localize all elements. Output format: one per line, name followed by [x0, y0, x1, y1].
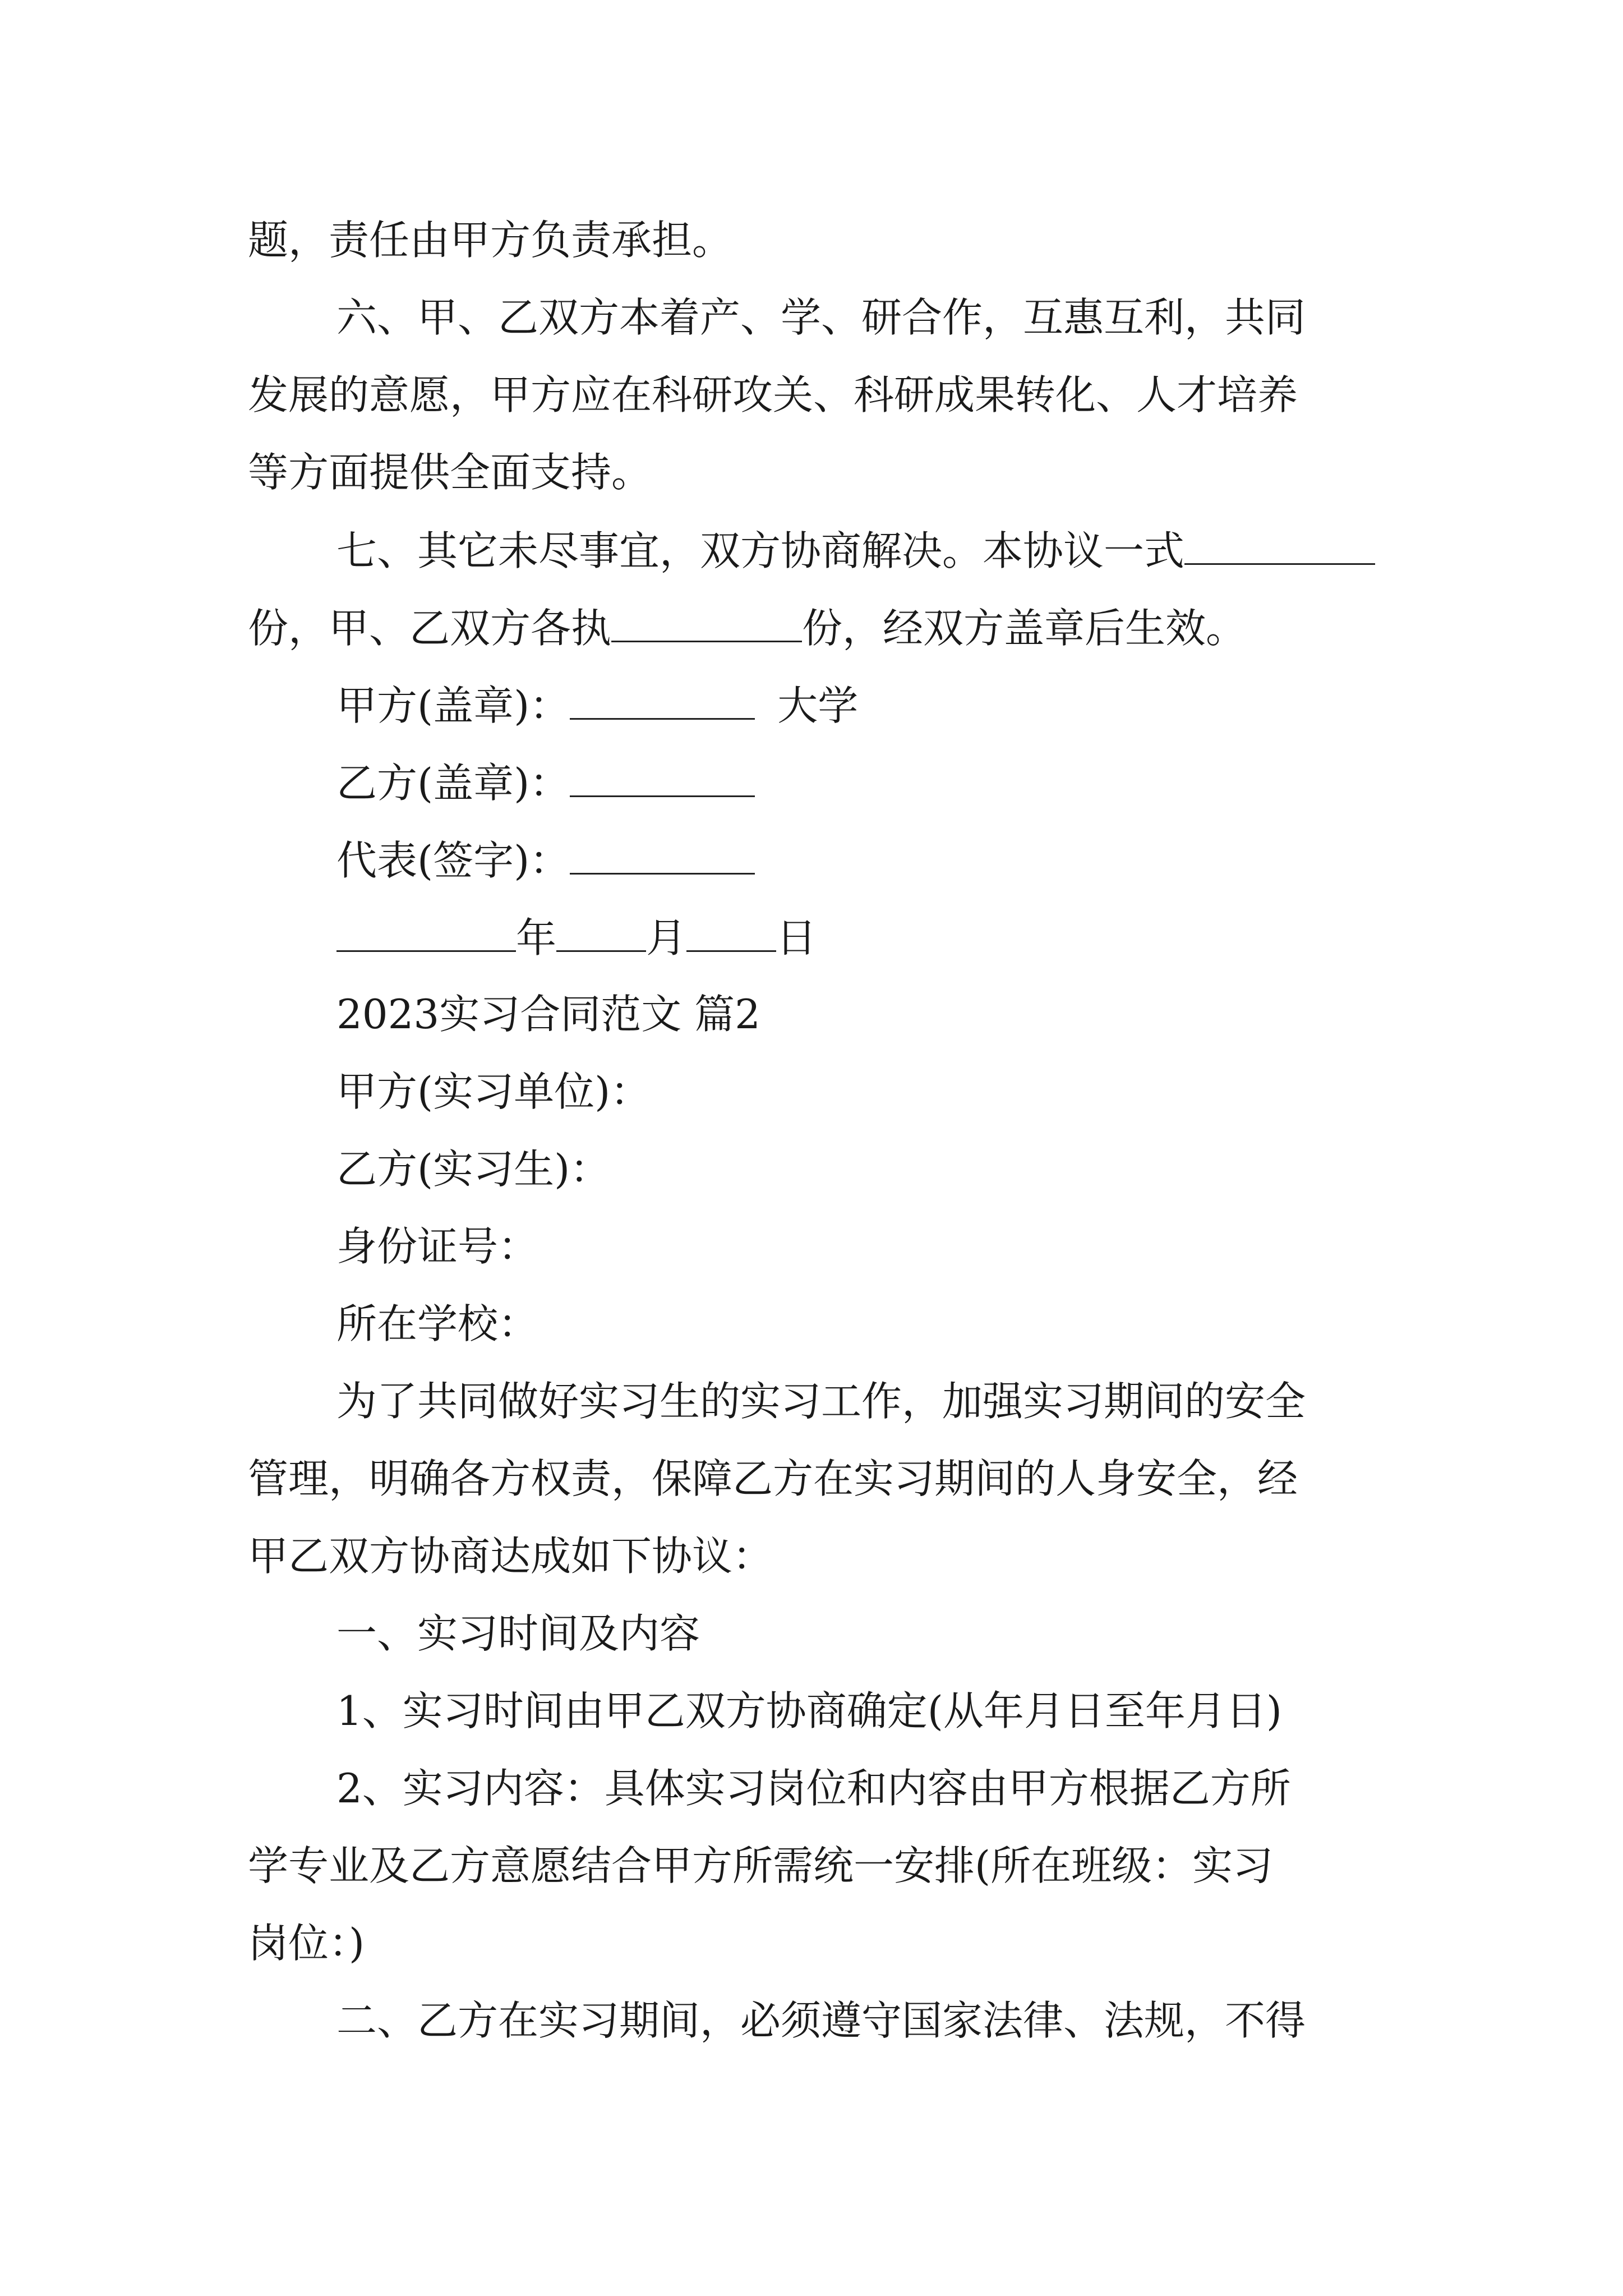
party-a-label: 甲方(实习单位)：: [336, 1068, 651, 1115]
university-text: 大学: [777, 682, 859, 729]
party-a-seal-line: [336, 682, 859, 729]
date-line: [336, 914, 817, 961]
representative-sign-blank: [570, 839, 755, 875]
party-a-seal-blank: [570, 684, 755, 720]
section-title: 2023实习合同范文 篇2: [336, 991, 760, 1038]
intro-line: 为了共同做好实习生的实习工作，加强实习期间的安全: [336, 1378, 1306, 1425]
paragraph-line: 管理，明确各方权责，保障乙方在实习期间的人身安全，经: [248, 1455, 1298, 1502]
copies-text: 份，甲、乙双方各执: [248, 605, 612, 652]
paragraph-line: [248, 605, 1247, 652]
month-label: 月: [646, 914, 687, 961]
paragraph-line: 题，责任由甲方负责承担。: [248, 217, 733, 264]
clause-six-line: 六、甲、乙双方本着产、学、研合作，互惠互利，共同: [336, 294, 1306, 341]
day-label: 日: [776, 914, 817, 961]
representative-sign-line: [336, 837, 755, 884]
year-label: 年: [516, 914, 557, 961]
clause-two-line: 二、乙方在实习期间，必须遵守国家法律、法规，不得: [336, 1997, 1306, 2044]
school-label: 所在学校：: [336, 1300, 539, 1347]
clause-seven-line: [336, 527, 1375, 574]
paragraph-line: 等方面提供全面支持。: [248, 449, 652, 496]
copies-total-blank: [1184, 530, 1375, 565]
id-number-label: 身份证号：: [336, 1223, 539, 1270]
item-one-line: 1、实习时间由甲乙双方协商确定(从年月日至年月日): [336, 1687, 1282, 1734]
effective-text: 份，经双方盖章后生效。: [802, 605, 1247, 652]
party-b-seal-label: 乙方(盖章)：: [336, 760, 570, 807]
year-blank: [336, 917, 516, 952]
section-heading: 一、实习时间及内容: [336, 1610, 700, 1657]
item-two-line: 2、实习内容：具体实习岗位和内容由甲方根据乙方所: [336, 1765, 1291, 1812]
month-blank: [556, 917, 646, 952]
paragraph-line: 发展的意愿，甲方应在科研攻关、科研成果转化、人才培养: [248, 371, 1298, 418]
party-b-label: 乙方(实习生)：: [336, 1145, 611, 1193]
party-a-seal-label: 甲方(盖章)：: [336, 682, 570, 729]
clause-seven-text: 七、其它未尽事宜，双方协商解决。本协议一式: [336, 527, 1185, 574]
paragraph-line: 甲乙双方协商达成如下协议：: [248, 1533, 773, 1580]
paragraph-line: 学专业及乙方意愿结合甲方所需统一安排(所在班级：实习: [248, 1842, 1274, 1889]
day-blank: [686, 917, 776, 952]
party-b-seal-line: [336, 760, 755, 807]
party-b-seal-blank: [570, 762, 755, 797]
copies-each-blank: [611, 607, 802, 642]
paragraph-line: 岗位：): [248, 1920, 365, 1967]
representative-sign-label: 代表(签字)：: [336, 837, 570, 884]
